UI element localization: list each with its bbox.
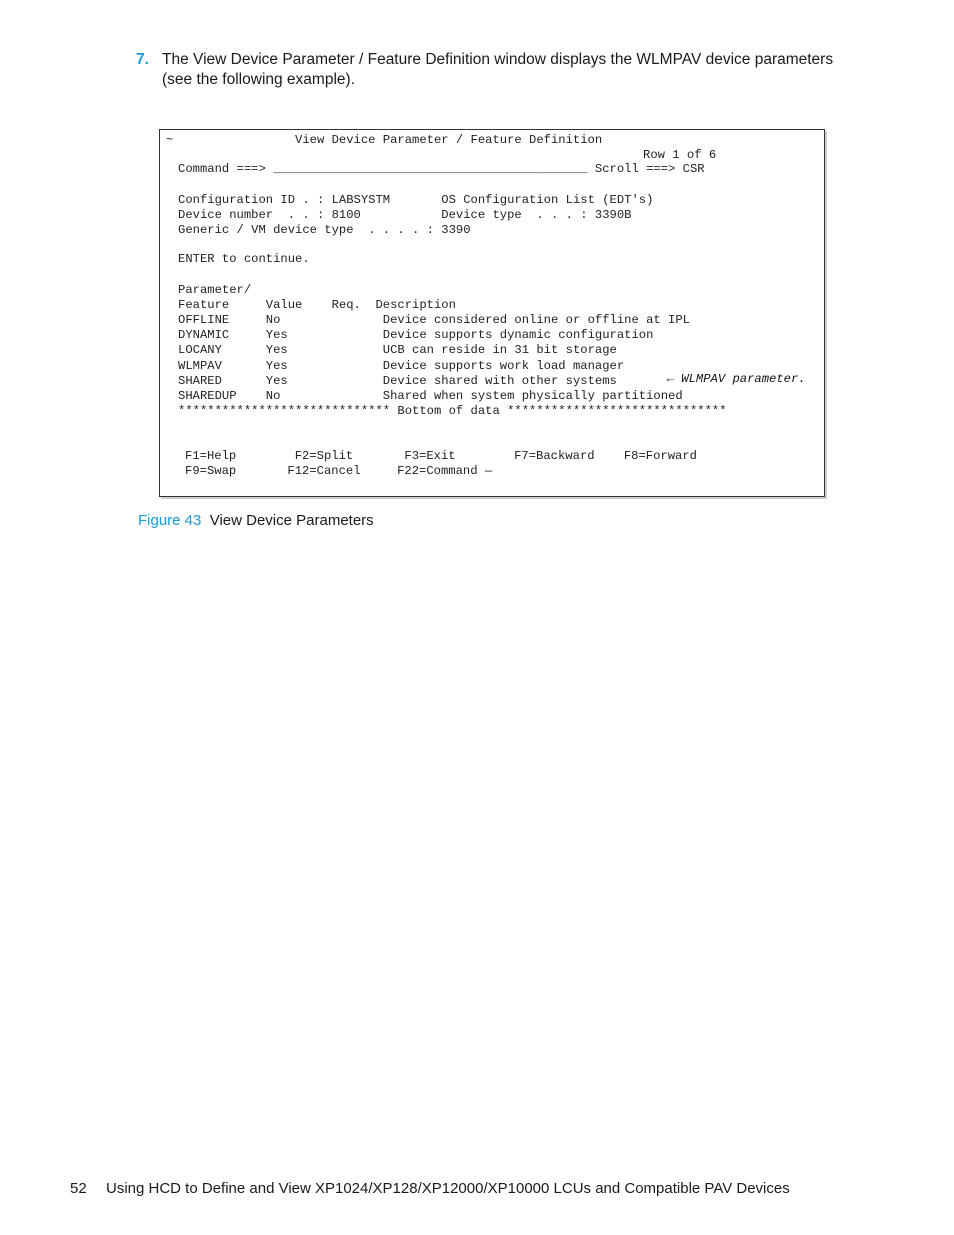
command-line: Command ===> ___________________________________________ Scroll ===> CSR	[178, 162, 705, 176]
screen-tilde: ~	[166, 133, 174, 147]
figure-label: Figure 43	[138, 512, 202, 529]
screen-title: View Device Parameter / Feature Definition	[295, 133, 603, 147]
bottom-of-data: ***************************** Bottom of data ******************************	[178, 404, 727, 418]
hcd-terminal-screenshot	[159, 129, 825, 497]
page-number: 52	[70, 1180, 87, 1197]
row-info: Row 1 of 6	[643, 148, 717, 162]
function-keys-row-2: F9=Swap F12=Cancel F22=Command —	[185, 464, 493, 478]
function-keys-row-1: F1=Help F2=Split F3=Exit F7=Backward F8=Forward	[185, 449, 697, 463]
param-row-locany: LOCANY Yes UCB can reside in 31 bit storage	[178, 343, 617, 357]
figure-caption	[138, 512, 374, 529]
enter-message: ENTER to continue.	[178, 252, 310, 266]
param-row-sharedup: SHAREDUP No Shared when system physically partitioned	[178, 389, 683, 403]
param-header-2: Feature Value Req. Description	[178, 298, 456, 312]
step-number: 7.	[136, 51, 149, 68]
page-footer	[70, 1180, 790, 1197]
annotation-text: WLMPAV parameter.	[673, 372, 806, 386]
figure-title: View Device Parameters	[209, 512, 374, 529]
generic-vm-line: Generic / VM device type . . . . : 3390	[178, 223, 471, 237]
param-row-wlmpav: WLMPAV Yes Device supports work load manager	[178, 359, 625, 373]
param-header-1: Parameter/	[178, 283, 252, 297]
param-row-offline: OFFLINE No Device considered online or offline at IPL	[178, 313, 690, 327]
param-row-shared: SHARED Yes Device shared with other systems	[178, 374, 617, 388]
left-arrow-icon: ←	[666, 372, 674, 386]
footer-title: Using HCD to Define and View XP1024/XP128/XP12000/XP10000 LCUs and Compatible PAV Devices	[106, 1180, 790, 1197]
param-row-dynamic: DYNAMIC Yes Device supports dynamic configuration	[178, 328, 654, 342]
config-id-line: Configuration ID . : LABSYSTM OS Configuration List (EDT's)	[178, 193, 654, 207]
wlmpav-annotation	[652, 358, 806, 386]
device-number-line: Device number . . : 8100 Device type . . . : 3390B	[178, 208, 632, 222]
step-text: The View Device Parameter / Feature Definition window displays the WLMPAV device parameters (see the following example).	[162, 51, 834, 88]
